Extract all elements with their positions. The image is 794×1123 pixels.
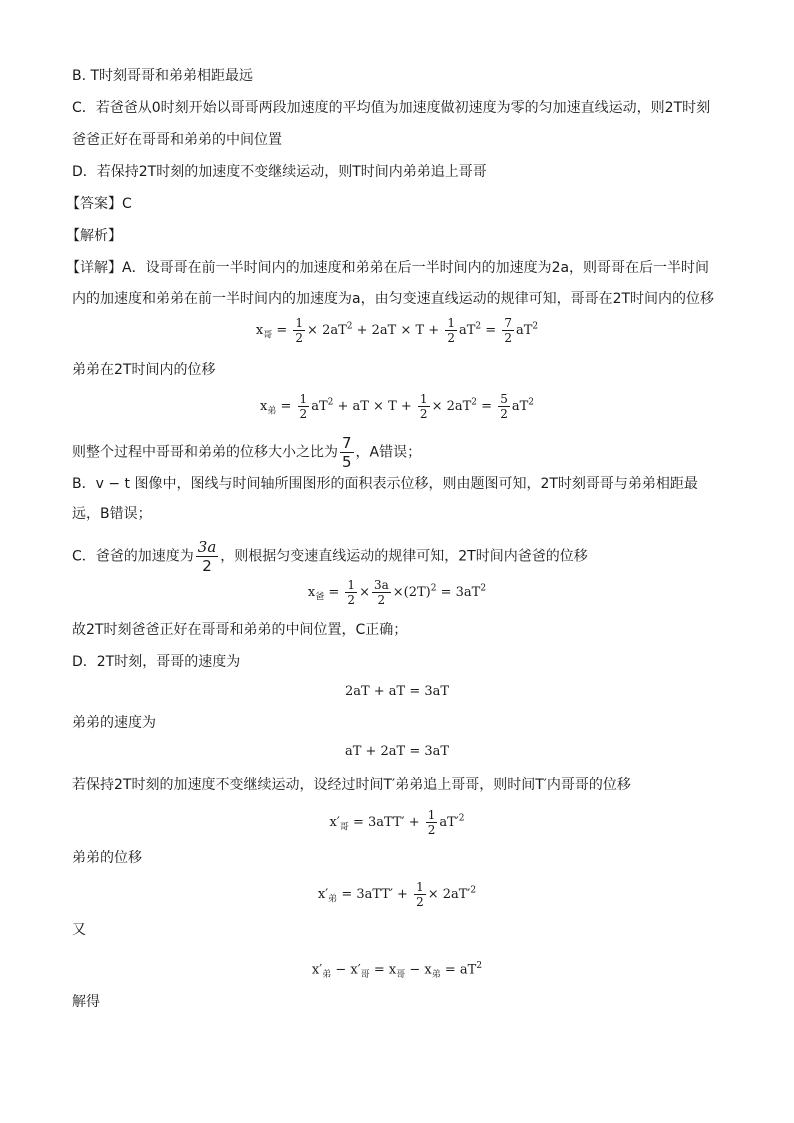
detail-d-line-2: 弟弟的速度为	[72, 715, 156, 731]
solve-label: 解得	[72, 994, 100, 1010]
equation-elder-catchup-displacement: $x'_哥 = 3aTT'$ + $\frac{1}{2}$ $aT'^2$	[329, 808, 465, 837]
ratio-line: 则整个过程中哥哥和弟弟的位移大小之比为 $\frac{7}{5}$ ，A错误；	[72, 434, 422, 471]
option-c-line-1: C．若爸爸从0时刻开始以哥哥两段加速度的平均值为加速度做初速度为零的匀加速直线运动，则2T时刻	[72, 100, 711, 116]
detail-c-conclusion: 故2T时刻爸爸正好在哥哥和弟弟的中间位置，C正确；	[72, 622, 408, 638]
equation-younger-displacement: $x_弟$ = $\frac{1}{2}$ $aT^2$ + aT × T + $\frac{1}{2}$ × $2aT^2$ = $\frac{5}{2}$ $aT^2$	[260, 392, 534, 421]
equation-younger-velocity: aT + 2aT = 3aT	[344, 744, 450, 759]
answer: 【答案】C	[66, 196, 132, 212]
analysis-heading: 【解析】	[66, 228, 122, 244]
equation-relation: $x'_弟 - x'_哥 = x_哥 - x_弟 = aT^2$	[311, 961, 483, 980]
detail-b-line-1: B．v − t 图像中，图线与时间轴所围图形的面积表示位移，则由题图可知，2T时刻哥哥与弟弟相距最	[72, 476, 698, 492]
option-c-line-2: 爸爸正好在哥哥和弟弟的中间位置	[72, 132, 282, 148]
younger-displacement-label: 弟弟在2T时间内的位移	[72, 362, 216, 378]
detail-b-line-2: 远，B错误；	[72, 506, 152, 522]
equation-elder-displacement: $x_哥$ = $\frac{1}{2}$ × $2aT^2 + 2aT \times T$ + $\frac{1}{2}$ $aT^2$ = $\frac{7}{2}$ $aT^2$	[255, 316, 539, 345]
option-b: B. T时刻哥哥和弟弟相距最远	[72, 68, 254, 84]
option-d: D．若保持2T时刻的加速度不变继续运动，则T时间内弟弟追上哥哥	[72, 164, 487, 180]
equation-elder-velocity: 2aT + aT = 3aT	[344, 684, 450, 699]
detail-a-line-2: 内的加速度和弟弟在前一半时间内的加速度为a，由匀变速直线运动的规律可知，哥哥在2T时间内的位移	[72, 291, 715, 307]
detail-c-line: C．爸爸的加速度为 $\frac{3a}{2}$ ，则根据匀变速直线运动的规律可知，2T时间内爸爸的位移	[72, 538, 588, 575]
detail-d-line-1: D．2T时刻，哥哥的速度为	[72, 654, 241, 670]
detail-d-line-3: 若保持2T时刻的加速度不变继续运动，设经过时间T′弟弟追上哥哥，则时间T′内哥哥的位移	[72, 777, 631, 793]
also-label: 又	[72, 922, 86, 938]
equation-father-displacement: $x_爸$ = $\frac{1}{2}$ × $\frac{3a}{2}$ $\times(2T)^2 = 3aT^2$	[307, 578, 487, 607]
detail-d-line-4: 弟弟的位移	[72, 850, 142, 866]
detail-a-line-1: 【详解】A．设哥哥在前一半时间内的加速度和弟弟在后一半时间内的加速度为2a，则哥哥在后一半时间	[66, 260, 710, 276]
equation-younger-catchup-displacement: $x'_弟 = 3aTT'$ + $\frac{1}{2}$ × $2aT'^2$	[317, 880, 477, 909]
